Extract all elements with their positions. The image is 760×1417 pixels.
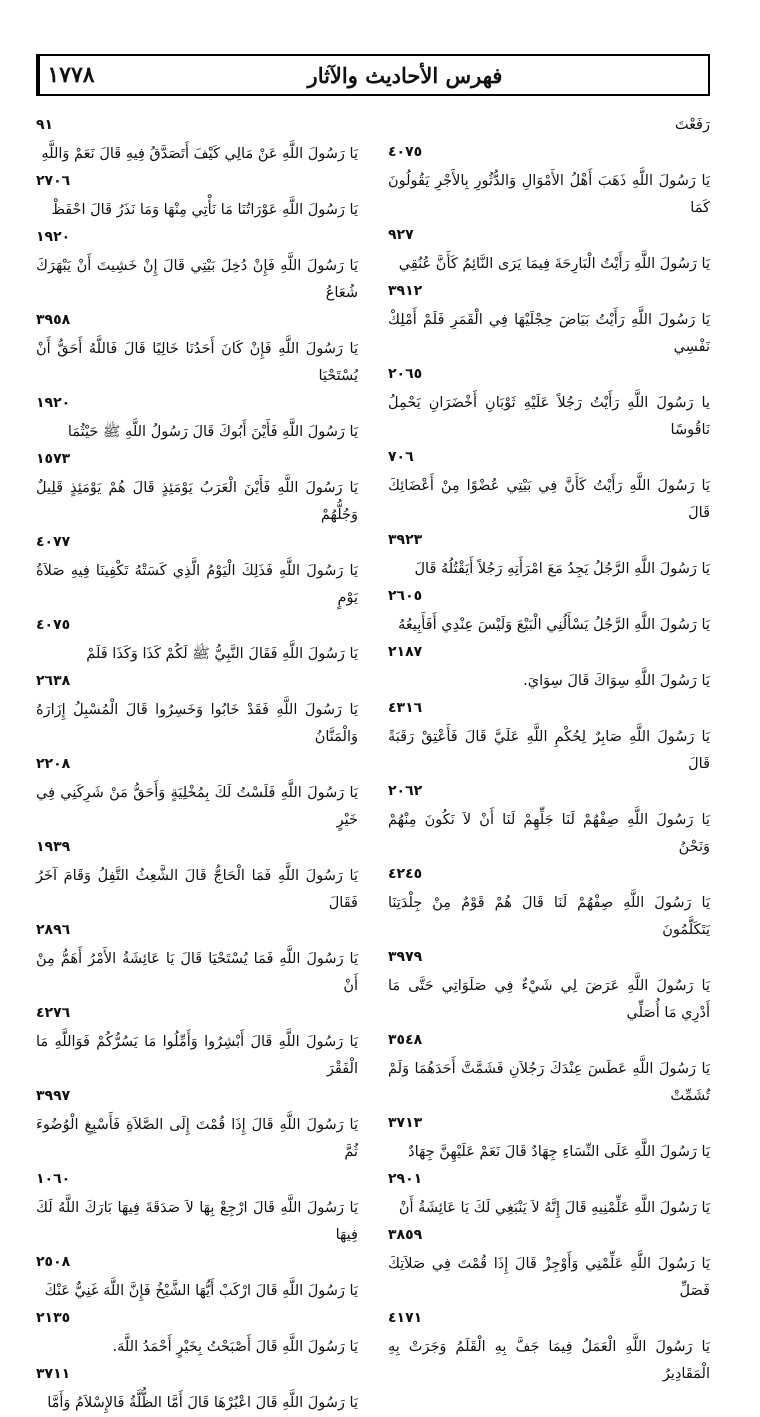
hadith-reference-number: ٣٩١٢ [388, 283, 423, 299]
hadith-reference-number: ٧٠٦ [388, 449, 414, 465]
hadith-reference-number: ٤١٧١ [388, 1310, 423, 1326]
hadith-text: يَا رَسُولَ اللَّهِ قَالَ إِذَا قُمْتَ إِلَى الصَّلاَةِ فَأَسْبِغِ الْوُضُوءَ ثُمَّ [36, 1117, 358, 1160]
hadith-text: يَا رَسُولَ اللَّهِ الرَّجُلُ يَسْأَلُنِي الْبَيْعَ وَلَيْسَ عِنْدِي أَفَأَبِيعُهُ [398, 617, 710, 633]
index-entry [388, 556, 710, 610]
index-entry [388, 1195, 710, 1249]
hadith-text: يَا رَسُولَ اللَّهِ عَنْ مَالِي كَيْفَ أَتَصَدَّقُ فِيهِ قَالَ نَعَمْ وَاللَّهِ [41, 146, 358, 162]
right-column [388, 112, 710, 1382]
index-entry [36, 641, 358, 695]
hadith-text: يَا رَسُولَ اللَّهِ فَمَا يُسْتَحْيَا قَالَ يَا عَائِشَةُ الأَمْرُ أَهَمُّ مِنْ أَنْ [36, 951, 358, 994]
hadith-reference-number: ٢٠٦٢ [388, 783, 423, 799]
hadith-text: يَا رَسُولَ اللَّهِ فَمَا الْحَاجُّ قَالَ الشَّعِثُ التَّفِلُ وَقَامَ آخَرُ فَقَالَ [36, 868, 358, 911]
hadith-reference-number: ٣٧١١ [36, 1366, 71, 1382]
index-entry [36, 863, 358, 944]
hadith-text: يَا رَسُولَ اللَّهِ صِفْهُمْ لَنَا قَالَ هُمْ قَوْمٌ مِنْ جِلْدَتِنَا يَتَكَلَّمُونَ [388, 895, 710, 938]
hadith-reference-number: ٤٢٧٦ [36, 1005, 71, 1021]
hadith-reference-number: ١٩٢٠ [36, 395, 71, 411]
hadith-text: يَا رَسُولَ اللَّهِ رَأَيْتُ كَأَنَّ فِي بَيْتِي عُضْوًا مِنْ أَعْضَائِكَ قَالَ [388, 478, 710, 521]
hadith-reference-number: ٢٠٦٥ [388, 366, 423, 382]
hadith-reference-number: ٢١٣٥ [36, 1310, 71, 1326]
hadith-text: يَا رَسُولَ اللَّهِ فَقَالَ النَّبِيُّ ﷺ لَكُمْ كَذَا وَكَذَا فَلَمْ [86, 646, 358, 662]
index-entry [36, 419, 358, 473]
index-entry [36, 946, 358, 1027]
index-entry [36, 141, 358, 195]
hadith-reference-number: ١٥٧٣ [36, 451, 71, 467]
hadith-reference-number: ٤٠٧٥ [36, 617, 71, 633]
hadith-reference-number: ١٩٣٩ [36, 839, 71, 855]
hadith-reference-number: ٣٩٩٧ [36, 1088, 71, 1104]
hadith-text: يَا رَسُولَ اللَّهِ قَالَ اعْبُرْهَا قَالَ أَمَّا الظُّلَّةُ فَالإِسْلاَمُ وَأَمَّا [47, 1395, 358, 1411]
hadith-text: يَا رَسُولَ اللَّهِ فَأَيْنَ الْعَرَبُ يَوْمَئِذٍ قَالَ هُمْ يَوْمَئِذٍ قَلِيلٌ وَجُلُّهُمْ [36, 480, 358, 523]
hadith-text: يَا رَسُولَ اللَّهِ عَلِّمْنِي وَأَوْجِزْ قَالَ إِذَا قُمْتَ فِي صَلاَتِكَ فَصَلِّ [388, 1256, 710, 1299]
hadith-reference-number: ٣٩٢٣ [388, 532, 423, 548]
hadith-reference-number: ٢٦٠٥ [388, 588, 423, 604]
hadith-reference-number: ٣٩٥٨ [36, 312, 71, 328]
hadith-reference-number: ٤٣١٦ [388, 700, 423, 716]
index-entry [388, 890, 710, 971]
index-columns [36, 112, 710, 1411]
index-entry [36, 475, 358, 556]
index-entry [36, 1334, 358, 1388]
page-title: فهرس الأحاديث والآثار [307, 62, 503, 88]
index-entry [36, 780, 358, 861]
index-entry [36, 697, 358, 778]
index-entry [388, 973, 710, 1054]
hadith-text: يَا رَسُولَ اللَّهِ عَطَسَ عِنْدَكَ رَجُلاَنِ فَشَمَّتَّ أَحَدَهُمَا وَلَمْ تُشَمِّتْ [388, 1061, 710, 1104]
index-entry [36, 1029, 358, 1110]
hadith-reference-number: ٢٦٣٨ [36, 673, 71, 689]
hadith-text: يَا رَسُولَ اللَّهِ الرَّجُلُ يَجِدُ مَعَ امْرَأَتِهِ رَجُلاً أَيَقْتُلُهُ قَالَ [414, 561, 710, 577]
hadith-text: يا رَسُولَ اللَّهِ رَأَيْتُ رَجُلاً عَلَيْهِ ثَوْبَانِ أَخْضَرَانِ يَحْمِلُ نَاقُوسًا [388, 395, 710, 438]
index-entry [36, 336, 358, 417]
hadith-text: يَا رَسُولَ اللَّهِ الْعَمَلُ فِيمَا جَفَّ بِهِ الْقَلَمُ وَجَرَتْ بِهِ الْمَقَادِيرُ [388, 1339, 710, 1382]
left-column [36, 112, 358, 1411]
index-entry [388, 473, 710, 554]
hadith-text: يَا رَسُولَ اللَّهِ صِفْهُمْ لَنَا جَلِّهِمْ لَنَا أَنْ لاَ نَكُونَ مِنْهُمْ وَنَحْنُ [388, 812, 710, 855]
hadith-reference-number: ٢٥٠٨ [36, 1254, 71, 1270]
index-entry [36, 1390, 358, 1417]
index-entry [36, 197, 358, 251]
hadith-text: يَا رَسُولَ اللَّهِ فَإِنْ دُخِلَ بَيْتِي قَالَ إِنْ خَشِيتَ أَنْ يَبْهَرَكَ شُعَاعُ [36, 258, 358, 301]
hadith-text: يَا رَسُولَ اللَّهِ قَالَ أَصْبَحْتُ بِخَيْرٍ أَحْمَدُ اللَّهَ. [112, 1339, 358, 1355]
hadith-reference-number: ٩١ [36, 117, 54, 133]
hadith-reference-number: ١٩٢٠ [36, 229, 71, 245]
page-header [36, 54, 710, 96]
hadith-text: يَا رَسُولَ اللَّهِ فَلَسْتُ لَكَ بِمُخْلِيَةٍ وَأَحَقُّ مَنْ شَرِكَنِي فِي خَيْرٍ [36, 785, 358, 828]
hadith-text: يَا رَسُولَ اللَّهِ قَالَ أَبْشِرُوا وَأَمِّلُوا مَا يَسُرُّكُمْ فَوَاللَّهِ مَا الْفَقْرَ [36, 1034, 358, 1077]
hadith-reference-number: ٩٢٧ [388, 227, 414, 243]
index-entry [36, 253, 358, 334]
hadith-text: يَا رَسُولَ اللَّهِ سِوَاكَ قَالَ سِوَايَ. [523, 673, 710, 689]
index-entry [388, 1251, 710, 1332]
index-entry [388, 668, 710, 722]
index-entry [388, 390, 710, 471]
hadith-text: يَا رَسُولَ اللَّهِ فَذَلِكَ الْيَوْمُ الَّذِي كَسَتْهُ تَكْفِينَا فِيهِ صَلاَةُ يَوْمٍ [36, 563, 358, 606]
hadith-reference-number: ٤٢٤٥ [388, 866, 423, 882]
hadith-reference-number: ٣٨٥٩ [388, 1227, 423, 1243]
hadith-reference-number: ٣٧١٣ [388, 1115, 423, 1131]
hadith-reference-number: ٤٠٧٧ [36, 534, 71, 550]
hadith-text: يَا رَسُولَ اللَّهِ فَأَيْنَ أَبُوكَ قَالَ رَسُولُ اللَّهِ ﷺ حَيْثُمَا [67, 424, 358, 440]
hadith-text: يَا رَسُولَ اللَّهِ ذَهَبَ أَهْلُ الأَمْوَالِ وَالدُّثُورِ بِالأَجْرِ يَقُولُونَ كَمَا [388, 173, 710, 216]
index-entry [388, 1056, 710, 1137]
hadith-text: يَا رَسُولَ اللَّهِ فَإِنْ كَانَ أَحَدُنَا خَالِيًا قَالَ فَاللَّهُ أَحَقُّ أَنْ يُسْتَحْيَا [36, 341, 358, 384]
index-entry [388, 1139, 710, 1193]
index-entry [388, 1334, 710, 1388]
hadith-text: يَا رَسُولَ اللَّهِ رَأَيْتُ الْبَارِحَةَ فِيمَا يَرَى النَّائِمُ كَأَنَّ عُنُقِي [398, 256, 710, 272]
index-entry [36, 1112, 358, 1193]
index-entry [388, 612, 710, 666]
hadith-text: يَا رَسُولَ اللَّهِ قَالَ ارْكَبْ أَيُّهَا الشَّيْخُ فَإِنَّ اللَّهَ غَنِيٌّ عَنْكَ [44, 1283, 358, 1299]
hadith-text: يَا رَسُولَ اللَّهِ عَوْرَاتُنَا مَا نَأْتِي مِنْهَا وَمَا نَذَرُ قَالَ احْفَظْ [51, 202, 358, 218]
index-entry [36, 1278, 358, 1332]
hadith-reference-number: ٢١٨٧ [388, 644, 423, 660]
hadith-reference-number: ٣٩٧٩ [388, 949, 423, 965]
index-entry [36, 112, 358, 139]
hadith-text: يَا رَسُولَ اللَّهِ عَلَى النِّسَاءِ جِهَادٌ قَالَ نَعَمْ عَلَيْهِنَّ جِهَادٌ [408, 1144, 710, 1160]
hadith-text: يَا رَسُولَ اللَّهِ قَالَ ارْجِعْ بِهَا لاَ صَدَقَةَ فِيهَا بَارَكَ اللَّهُ لَكَ فِيهَا [36, 1200, 358, 1243]
hadith-text: يَا رَسُولَ اللَّهِ عَلِّمْنِيهِ قَالَ إِنَّهُ لاَ يَنْبَغِي لَكَ يَا عَائِشَةُ أَنْ [398, 1200, 710, 1216]
hadith-text: رَفَعْتَ [674, 117, 710, 133]
index-entry [388, 112, 710, 166]
hadith-reference-number: ٢٩٠١ [388, 1171, 423, 1187]
index-entry [36, 1195, 358, 1276]
hadith-text: يَا رَسُولَ اللَّهِ عَرَضَ لِي شَيْءٌ فِي صَلَوَاتِي حَتَّى مَا أَدْرِي مَا أُصَلِّي [388, 978, 710, 1021]
hadith-reference-number: ٢٨٩٦ [36, 922, 71, 938]
hadith-reference-number: ٣٥٤٨ [388, 1032, 423, 1048]
hadith-reference-number: ٤٠٧٥ [388, 144, 423, 160]
index-entry [388, 724, 710, 805]
index-entry [388, 168, 710, 249]
index-entry [388, 307, 710, 388]
hadith-text: يَا رَسُولَ اللَّهِ رَأَيْتُ بَيَاضَ حِجْلَيْهَا فِي الْقَمَرِ فَلَمْ أَمْلِكْ نَفْسِي [388, 312, 710, 355]
hadith-reference-number: ٢٧٠٦ [36, 173, 71, 189]
hadith-text: يَا رَسُولَ اللَّهِ صَابِرٌ لِحُكْمِ اللَّهِ عَلَيَّ قَالَ فَأَعْتِقْ رَقَبَةً قَالَ [388, 729, 710, 772]
hadith-reference-number: ١٠٦٠ [36, 1171, 71, 1187]
hadith-reference-number: ٢٢٠٨ [36, 756, 71, 772]
index-entry [388, 251, 710, 305]
hadith-text: يَا رَسُولَ اللَّهِ فَقَدْ خَابُوا وَخَسِرُوا قَالَ الْمُسْبِلُ إِزَارَهُ وَالْمَنَّانُ [36, 702, 358, 745]
index-entry [36, 558, 358, 639]
page-number: ١٧٧٨ [38, 56, 102, 94]
index-entry [388, 807, 710, 888]
